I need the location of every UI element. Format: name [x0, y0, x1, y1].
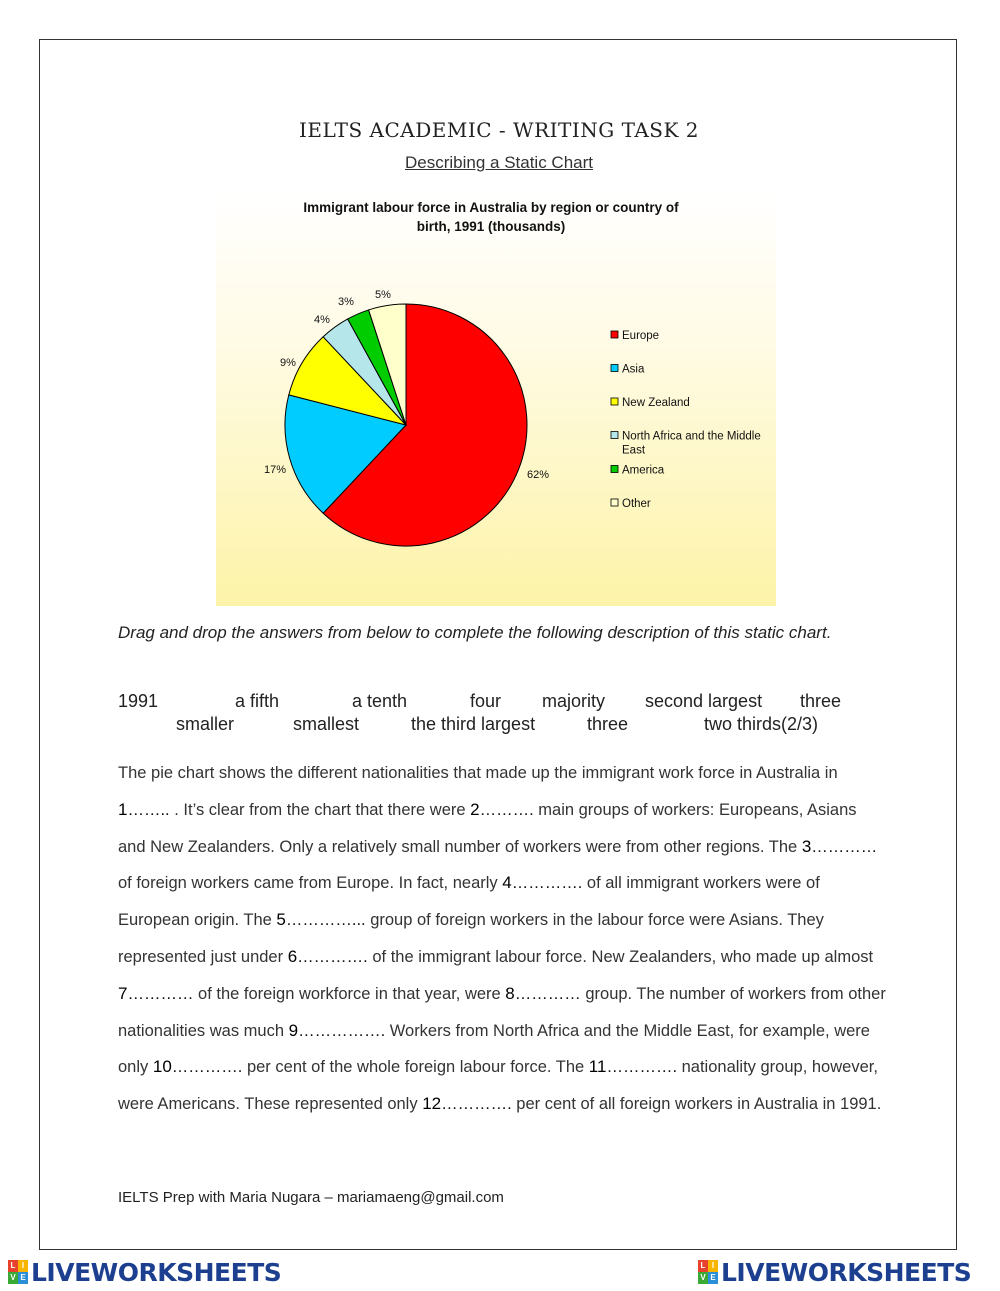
legend-entry: North Africa and the Middle — [622, 430, 761, 443]
paragraph-text: The pie chart shows the different nationalities that made up the immigrant work force in Australia in — [118, 764, 838, 782]
description-paragraph — [118, 756, 888, 1123]
legend-swatch — [611, 432, 618, 439]
slice-label: 17% — [263, 464, 287, 476]
paragraph-text: main groups of workers: Europeans, Asians and New Zealanders. Only a relatively small number of workers were from other regions. The — [118, 800, 857, 856]
gap-number: 8 — [505, 983, 515, 1003]
slice-label: 5% — [375, 289, 391, 301]
paragraph-text: of foreign workers came from Europe. In fact, nearly — [118, 874, 503, 893]
paragraph-text: Workers from North Africa and the Middle East, for example, were only — [118, 1021, 870, 1077]
answer-drop-slot[interactable] — [153, 1058, 243, 1076]
gap-number: 3 — [801, 836, 812, 856]
gap-number: 2 — [470, 799, 480, 819]
gap-number: 1 — [118, 799, 128, 819]
liveworksheets-logo — [698, 1257, 971, 1287]
gap-dots: …………. — [171, 1058, 243, 1077]
answer-drop-slot[interactable] — [289, 1022, 386, 1040]
gap-number: 11 — [588, 1057, 607, 1077]
worksheet-title: IELTS ACADEMIC - WRITING TASK 2 — [298, 118, 700, 142]
answer-chip[interactable]: a fifth — [235, 691, 280, 711]
answer-drop-slot[interactable] — [470, 801, 534, 819]
paragraph-text: group. The number of workers from other nationalities was much — [118, 984, 886, 1040]
answer-drop-slot[interactable] — [422, 1095, 512, 1113]
answer-chip[interactable]: majority — [542, 691, 606, 711]
paragraph-text: nationality group, however, were Americans. These represented only — [118, 1058, 878, 1114]
answer-drop-slot[interactable] — [505, 985, 580, 1003]
answer-drop-slot[interactable] — [118, 801, 174, 819]
gap-dots: …………. — [297, 947, 368, 966]
paragraph-text: per cent of the whole foreign labour force. The — [242, 1058, 589, 1077]
answer-chip[interactable]: the third largest — [411, 714, 536, 734]
gap-number: 7 — [118, 983, 128, 1003]
legend-swatch — [611, 499, 618, 506]
brand-name: LIVEWORKSHEETS — [721, 1257, 972, 1287]
legend-entry: Other — [622, 498, 651, 510]
paragraph-text: of all immigrant workers were of European origin. The — [118, 874, 820, 930]
chart-title: birth, 1991 (thousands) — [416, 219, 566, 234]
legend-entry: America — [622, 464, 665, 477]
chart-title: Immigrant labour force in Australia by region or country of — [303, 200, 679, 215]
legend-swatch — [611, 365, 618, 372]
slice-label: 62% — [526, 469, 550, 481]
paragraph-text: of the foreign workforce in that year, were — [193, 984, 506, 1003]
answer-drop-slot[interactable] — [502, 874, 582, 892]
legend-entry: New Zealand — [622, 397, 690, 409]
answer-chip[interactable]: a tenth — [352, 691, 408, 711]
slice-label: 9% — [280, 357, 296, 369]
gap-dots: ……………. — [298, 1021, 386, 1040]
gap-dots: …………. — [441, 1095, 512, 1114]
legend-entry: East — [622, 444, 646, 457]
legend-entry: Europe — [622, 330, 660, 342]
paragraph-text: . It’s clear from the chart that there were — [174, 800, 471, 819]
answer-drop-slot[interactable] — [288, 948, 368, 966]
slice-label: 3% — [338, 296, 354, 308]
worksheet-subtitle: Describing a Static Chart — [404, 153, 594, 172]
paragraph-text: of the immigrant labour force. New Zealanders, who made up almost — [367, 947, 874, 966]
pie-chart — [216, 193, 776, 606]
instructions-text: Drag and drop the answers from below to complete the following description of this static chart. — [118, 623, 832, 642]
gap-dots: ………… — [514, 984, 581, 1003]
gap-number: 12 — [422, 1094, 442, 1114]
brand-name: LIVEWORKSHEETS — [31, 1257, 282, 1287]
paragraph-text: per cent of all foreign workers in Australia in 1991. — [511, 1095, 882, 1114]
answer-chip[interactable]: smaller — [176, 714, 235, 734]
gap-number: 4 — [502, 873, 512, 893]
answer-chip[interactable]: four — [470, 691, 502, 711]
answer-chip[interactable]: three — [587, 714, 629, 734]
gap-number: 10 — [152, 1057, 172, 1077]
gap-number: 5 — [276, 910, 286, 930]
legend-swatch — [611, 466, 618, 473]
answer-drop-slot[interactable] — [589, 1058, 677, 1076]
gap-dots: …………. — [511, 874, 583, 893]
gap-dots: ………… — [811, 837, 878, 856]
answer-chip[interactable]: three — [800, 691, 842, 711]
gap-dots: …….. — [127, 800, 175, 819]
gap-dots: …………. — [606, 1058, 678, 1077]
liveworksheets-mark-icon: L I V E — [8, 1260, 28, 1284]
paragraph-text: group of foreign workers in the labour force were Asians. They represented just under — [118, 911, 824, 966]
answer-drop-slot[interactable] — [276, 911, 365, 929]
liveworksheets-logo — [8, 1257, 281, 1287]
legend-entry: Asia — [622, 363, 645, 376]
gap-dots: ………… — [127, 984, 194, 1003]
gap-number: 9 — [288, 1020, 299, 1040]
answer-chip[interactable]: two thirds(2/3) — [704, 714, 819, 734]
slice-label: 4% — [314, 314, 330, 326]
answer-chip[interactable]: second largest — [645, 691, 763, 711]
footer-credit: IELTS Prep with Maria Nugara – mariamaeng@gmail.com — [118, 1189, 504, 1206]
liveworksheets-mark-icon: L I V E — [698, 1260, 718, 1284]
legend-swatch — [611, 398, 618, 405]
answer-chip[interactable]: 1991 — [118, 691, 159, 711]
pie-chart-panel — [216, 193, 776, 606]
answer-drop-slot[interactable] — [118, 985, 193, 1003]
answer-chip[interactable]: smallest — [293, 714, 360, 734]
gap-dots: ………. — [479, 800, 534, 819]
answer-drop-slot[interactable] — [802, 838, 877, 856]
gap-number: 6 — [287, 946, 298, 966]
gap-dots: …………... — [285, 911, 366, 930]
legend-swatch — [611, 331, 618, 338]
